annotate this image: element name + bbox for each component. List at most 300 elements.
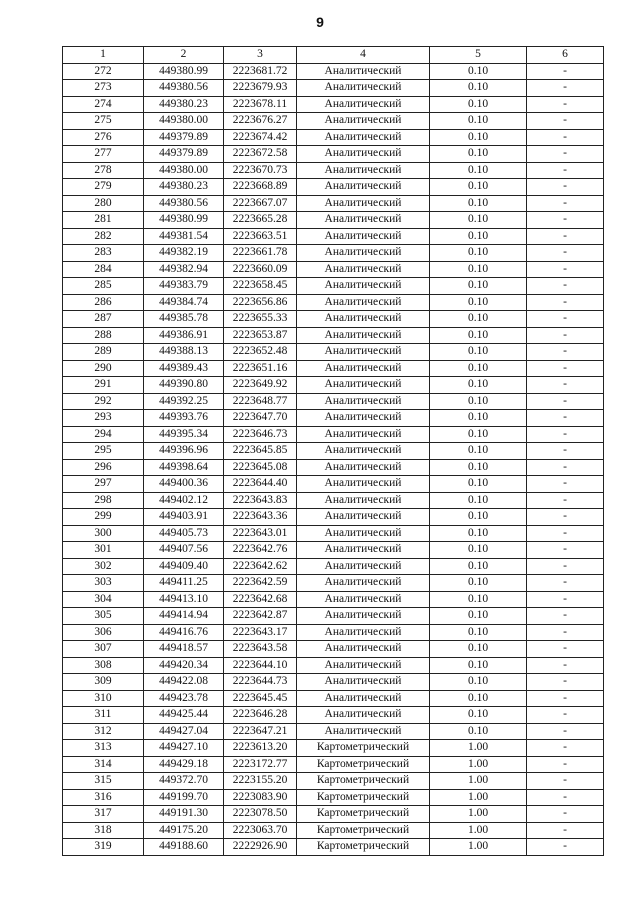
table-cell: 0.10 bbox=[430, 360, 527, 377]
table-cell: 291 bbox=[63, 377, 144, 394]
table-cell: Аналитический bbox=[297, 624, 430, 641]
table-cell: 449392.25 bbox=[144, 393, 224, 410]
table-cell: 449427.10 bbox=[144, 740, 224, 757]
table-cell: Аналитический bbox=[297, 674, 430, 691]
table-cell: 449398.64 bbox=[144, 459, 224, 476]
table-cell: - bbox=[527, 756, 604, 773]
table-cell: 449420.34 bbox=[144, 657, 224, 674]
table-row bbox=[63, 344, 604, 361]
table-cell: 2223649.92 bbox=[224, 377, 297, 394]
table-cell: 449188.60 bbox=[144, 839, 224, 856]
table-row bbox=[63, 426, 604, 443]
table-cell: 2223155.20 bbox=[224, 773, 297, 790]
table-cell: Картометрический bbox=[297, 740, 430, 757]
table-cell: 0.10 bbox=[430, 344, 527, 361]
table-cell: Картометрический bbox=[297, 773, 430, 790]
table-cell: - bbox=[527, 608, 604, 625]
table-cell: 0.10 bbox=[430, 525, 527, 542]
table-row bbox=[63, 63, 604, 80]
table-cell: - bbox=[527, 509, 604, 526]
table-cell: 449380.23 bbox=[144, 96, 224, 113]
table-cell: 0.10 bbox=[430, 426, 527, 443]
table-cell: - bbox=[527, 525, 604, 542]
table-cell: 2223642.68 bbox=[224, 591, 297, 608]
table-cell: 0.10 bbox=[430, 558, 527, 575]
table-cell: 304 bbox=[63, 591, 144, 608]
table-cell: - bbox=[527, 245, 604, 262]
table-row bbox=[63, 707, 604, 724]
table-row bbox=[63, 839, 604, 856]
table-cell: - bbox=[527, 806, 604, 823]
table-cell: Аналитический bbox=[297, 129, 430, 146]
table-cell: Аналитический bbox=[297, 393, 430, 410]
table-cell: Аналитический bbox=[297, 426, 430, 443]
table-cell: 0.10 bbox=[430, 608, 527, 625]
table-cell: - bbox=[527, 773, 604, 790]
table-row bbox=[63, 575, 604, 592]
table-cell: 0.10 bbox=[430, 261, 527, 278]
table-cell: - bbox=[527, 228, 604, 245]
table-cell: Аналитический bbox=[297, 575, 430, 592]
table-cell: - bbox=[527, 740, 604, 757]
table-cell: 0.10 bbox=[430, 63, 527, 80]
table-cell: 449407.56 bbox=[144, 542, 224, 559]
table-cell: 275 bbox=[63, 113, 144, 130]
table-cell: - bbox=[527, 327, 604, 344]
table-cell: 449379.89 bbox=[144, 146, 224, 163]
table-cell: 0.10 bbox=[430, 80, 527, 97]
table-cell: - bbox=[527, 410, 604, 427]
table-cell: Аналитический bbox=[297, 443, 430, 460]
table-cell: 0.10 bbox=[430, 146, 527, 163]
table-cell: Аналитический bbox=[297, 657, 430, 674]
table-cell: - bbox=[527, 443, 604, 460]
table-cell: 0.10 bbox=[430, 509, 527, 526]
table-cell: 2223644.10 bbox=[224, 657, 297, 674]
table-cell: 2223668.89 bbox=[224, 179, 297, 196]
table-cell: 0.10 bbox=[430, 212, 527, 229]
table-row bbox=[63, 558, 604, 575]
table-cell: 301 bbox=[63, 542, 144, 559]
table-cell: - bbox=[527, 80, 604, 97]
page-number: 9 bbox=[316, 14, 324, 30]
table-cell: 0.10 bbox=[430, 657, 527, 674]
table-cell: - bbox=[527, 393, 604, 410]
table-cell: 2223681.72 bbox=[224, 63, 297, 80]
table-row bbox=[63, 228, 604, 245]
table-cell: 449402.12 bbox=[144, 492, 224, 509]
table-cell: 2223672.58 bbox=[224, 146, 297, 163]
table-cell: 1.00 bbox=[430, 740, 527, 757]
table-cell: 273 bbox=[63, 80, 144, 97]
table-cell: Аналитический bbox=[297, 723, 430, 740]
table-cell: - bbox=[527, 542, 604, 559]
table-row bbox=[63, 641, 604, 658]
table-cell: 289 bbox=[63, 344, 144, 361]
table-row bbox=[63, 789, 604, 806]
table-cell: 2223645.85 bbox=[224, 443, 297, 460]
table-cell: 296 bbox=[63, 459, 144, 476]
table-cell: 294 bbox=[63, 426, 144, 443]
table-cell: Аналитический bbox=[297, 344, 430, 361]
table-cell: 2223643.17 bbox=[224, 624, 297, 641]
table-cell: 2223645.08 bbox=[224, 459, 297, 476]
table-cell: 283 bbox=[63, 245, 144, 262]
table-cell: 2223678.11 bbox=[224, 96, 297, 113]
table-cell: 0.10 bbox=[430, 311, 527, 328]
table-cell: 449390.80 bbox=[144, 377, 224, 394]
table-cell: 2223642.76 bbox=[224, 542, 297, 559]
table-cell: 449427.04 bbox=[144, 723, 224, 740]
table-cell: Аналитический bbox=[297, 327, 430, 344]
table-cell: 449384.74 bbox=[144, 294, 224, 311]
table-cell: - bbox=[527, 426, 604, 443]
table-cell: 0.10 bbox=[430, 624, 527, 641]
table-cell: 2223652.48 bbox=[224, 344, 297, 361]
table-cell: 2223078.50 bbox=[224, 806, 297, 823]
table-cell: - bbox=[527, 278, 604, 295]
table-cell: 307 bbox=[63, 641, 144, 658]
table-cell: 0.10 bbox=[430, 228, 527, 245]
table-cell: Аналитический bbox=[297, 80, 430, 97]
table-cell: 2223647.70 bbox=[224, 410, 297, 427]
table-cell: 449382.19 bbox=[144, 245, 224, 262]
table-row bbox=[63, 509, 604, 526]
column-header: 2 bbox=[144, 47, 224, 64]
table-cell: 449411.25 bbox=[144, 575, 224, 592]
table-row bbox=[63, 723, 604, 740]
table-cell: 2223658.45 bbox=[224, 278, 297, 295]
table-cell: - bbox=[527, 575, 604, 592]
table-row bbox=[63, 146, 604, 163]
table-cell: 449379.89 bbox=[144, 129, 224, 146]
table-cell: 0.10 bbox=[430, 476, 527, 493]
table-cell: 0.10 bbox=[430, 96, 527, 113]
table-cell: 312 bbox=[63, 723, 144, 740]
table-cell: 2223656.86 bbox=[224, 294, 297, 311]
table-cell: Картометрический bbox=[297, 756, 430, 773]
table-row bbox=[63, 674, 604, 691]
table-row bbox=[63, 360, 604, 377]
table-cell: Аналитический bbox=[297, 608, 430, 625]
table-cell: 2223642.87 bbox=[224, 608, 297, 625]
coordinates-table bbox=[62, 46, 604, 856]
table-cell: 0.10 bbox=[430, 459, 527, 476]
table-cell: 2223643.83 bbox=[224, 492, 297, 509]
table-cell: 449393.76 bbox=[144, 410, 224, 427]
table-row bbox=[63, 443, 604, 460]
table-cell: 2223643.01 bbox=[224, 525, 297, 542]
table-cell: 282 bbox=[63, 228, 144, 245]
table-cell: 309 bbox=[63, 674, 144, 691]
table-cell: Аналитический bbox=[297, 146, 430, 163]
table-cell: 2223661.78 bbox=[224, 245, 297, 262]
table-cell: Аналитический bbox=[297, 410, 430, 427]
table-cell: 449423.78 bbox=[144, 690, 224, 707]
table-row bbox=[63, 179, 604, 196]
table-cell: Аналитический bbox=[297, 96, 430, 113]
table-row bbox=[63, 822, 604, 839]
table-cell: 2223646.28 bbox=[224, 707, 297, 724]
table-cell: 274 bbox=[63, 96, 144, 113]
table-cell: 308 bbox=[63, 657, 144, 674]
table-cell: 0.10 bbox=[430, 129, 527, 146]
header-row bbox=[63, 47, 604, 64]
table-cell: 1.00 bbox=[430, 789, 527, 806]
table-cell: 0.10 bbox=[430, 162, 527, 179]
table-cell: Аналитический bbox=[297, 228, 430, 245]
column-header: 6 bbox=[527, 47, 604, 64]
table-cell: Аналитический bbox=[297, 509, 430, 526]
table-row bbox=[63, 542, 604, 559]
table-cell: Аналитический bbox=[297, 294, 430, 311]
table-cell: 0.10 bbox=[430, 393, 527, 410]
table-cell: 285 bbox=[63, 278, 144, 295]
table-cell: Аналитический bbox=[297, 245, 430, 262]
table-cell: 449380.00 bbox=[144, 113, 224, 130]
table-row bbox=[63, 806, 604, 823]
table-cell: 310 bbox=[63, 690, 144, 707]
column-header: 4 bbox=[297, 47, 430, 64]
table-cell: 2223679.93 bbox=[224, 80, 297, 97]
table-cell: 278 bbox=[63, 162, 144, 179]
table-cell: Аналитический bbox=[297, 212, 430, 229]
table-row bbox=[63, 162, 604, 179]
table-cell: 1.00 bbox=[430, 806, 527, 823]
table-cell: Аналитический bbox=[297, 261, 430, 278]
table-cell: 449414.94 bbox=[144, 608, 224, 625]
table-cell: 2223647.21 bbox=[224, 723, 297, 740]
table-row bbox=[63, 476, 604, 493]
column-header: 5 bbox=[430, 47, 527, 64]
table-cell: 449429.18 bbox=[144, 756, 224, 773]
table-cell: 2223665.28 bbox=[224, 212, 297, 229]
table-cell: - bbox=[527, 839, 604, 856]
table-cell: Картометрический bbox=[297, 839, 430, 856]
table-row bbox=[63, 294, 604, 311]
table-cell: 449418.57 bbox=[144, 641, 224, 658]
table-cell: 279 bbox=[63, 179, 144, 196]
table-cell: 2223676.27 bbox=[224, 113, 297, 130]
table-cell: - bbox=[527, 162, 604, 179]
table-cell: 315 bbox=[63, 773, 144, 790]
table-cell: 449383.79 bbox=[144, 278, 224, 295]
table-cell: 2223645.45 bbox=[224, 690, 297, 707]
table-cell: 449389.43 bbox=[144, 360, 224, 377]
table-cell: 290 bbox=[63, 360, 144, 377]
table-row bbox=[63, 113, 604, 130]
table-cell: 297 bbox=[63, 476, 144, 493]
table-cell: 281 bbox=[63, 212, 144, 229]
table-cell: 2223674.42 bbox=[224, 129, 297, 146]
table-row bbox=[63, 245, 604, 262]
table-cell: 288 bbox=[63, 327, 144, 344]
table-cell: - bbox=[527, 63, 604, 80]
table-cell: 277 bbox=[63, 146, 144, 163]
table-row bbox=[63, 740, 604, 757]
table-cell: Аналитический bbox=[297, 360, 430, 377]
table-cell: 287 bbox=[63, 311, 144, 328]
table-cell: 0.10 bbox=[430, 278, 527, 295]
table-row bbox=[63, 311, 604, 328]
table-cell: - bbox=[527, 707, 604, 724]
table-cell: 2223648.77 bbox=[224, 393, 297, 410]
table-cell: 2223172.77 bbox=[224, 756, 297, 773]
table-cell: 0.10 bbox=[430, 674, 527, 691]
table-cell: Аналитический bbox=[297, 641, 430, 658]
table-cell: - bbox=[527, 690, 604, 707]
table-cell: 2223644.73 bbox=[224, 674, 297, 691]
table-cell: 449380.56 bbox=[144, 80, 224, 97]
table-cell: 2223613.20 bbox=[224, 740, 297, 757]
table-row bbox=[63, 525, 604, 542]
table-cell: 449372.70 bbox=[144, 773, 224, 790]
table-cell: 299 bbox=[63, 509, 144, 526]
table-cell: - bbox=[527, 723, 604, 740]
table-cell: 449199.70 bbox=[144, 789, 224, 806]
table-cell: Аналитический bbox=[297, 179, 430, 196]
table-cell: - bbox=[527, 179, 604, 196]
table-cell: 449416.76 bbox=[144, 624, 224, 641]
table-cell: Аналитический bbox=[297, 492, 430, 509]
table-cell: - bbox=[527, 476, 604, 493]
table-cell: 449380.56 bbox=[144, 195, 224, 212]
table-cell: 0.10 bbox=[430, 377, 527, 394]
table-cell: 2223643.58 bbox=[224, 641, 297, 658]
table-cell: 316 bbox=[63, 789, 144, 806]
table-cell: 2223643.36 bbox=[224, 509, 297, 526]
table-cell: 449380.99 bbox=[144, 212, 224, 229]
table-cell: 300 bbox=[63, 525, 144, 542]
table-cell: Аналитический bbox=[297, 63, 430, 80]
table-cell: Аналитический bbox=[297, 707, 430, 724]
table-cell: 318 bbox=[63, 822, 144, 839]
table-cell: 276 bbox=[63, 129, 144, 146]
table-cell: 449381.54 bbox=[144, 228, 224, 245]
table-cell: 298 bbox=[63, 492, 144, 509]
table-cell: 1.00 bbox=[430, 839, 527, 856]
table-cell: - bbox=[527, 624, 604, 641]
table-cell: Аналитический bbox=[297, 377, 430, 394]
table-cell: 2222926.90 bbox=[224, 839, 297, 856]
table-cell: 0.10 bbox=[430, 245, 527, 262]
table-cell: - bbox=[527, 377, 604, 394]
table-cell: - bbox=[527, 360, 604, 377]
table-cell: 449422.08 bbox=[144, 674, 224, 691]
table-cell: 2223063.70 bbox=[224, 822, 297, 839]
table-cell: 2223644.40 bbox=[224, 476, 297, 493]
table-cell: 449386.91 bbox=[144, 327, 224, 344]
table-cell: 0.10 bbox=[430, 690, 527, 707]
table-row bbox=[63, 393, 604, 410]
table-cell: 303 bbox=[63, 575, 144, 592]
table-cell: 314 bbox=[63, 756, 144, 773]
table-cell: Аналитический bbox=[297, 542, 430, 559]
table-cell: - bbox=[527, 492, 604, 509]
table-cell: Аналитический bbox=[297, 558, 430, 575]
table-cell: 449396.96 bbox=[144, 443, 224, 460]
table-row bbox=[63, 80, 604, 97]
table-cell: 449388.13 bbox=[144, 344, 224, 361]
table-cell: - bbox=[527, 657, 604, 674]
table-cell: - bbox=[527, 311, 604, 328]
table-cell: 2223651.16 bbox=[224, 360, 297, 377]
table-cell: 449175.20 bbox=[144, 822, 224, 839]
table-cell: 2223663.51 bbox=[224, 228, 297, 245]
table-cell: 0.10 bbox=[430, 294, 527, 311]
table-cell: Аналитический bbox=[297, 525, 430, 542]
table-cell: - bbox=[527, 113, 604, 130]
table-cell: 302 bbox=[63, 558, 144, 575]
table-cell: 0.10 bbox=[430, 707, 527, 724]
table-cell: 0.10 bbox=[430, 591, 527, 608]
table-cell: 449413.10 bbox=[144, 591, 224, 608]
table-row bbox=[63, 591, 604, 608]
table-row bbox=[63, 212, 604, 229]
table-cell: 2223655.33 bbox=[224, 311, 297, 328]
table-cell: - bbox=[527, 459, 604, 476]
table-cell: 0.10 bbox=[430, 542, 527, 559]
table-cell: 2223083.90 bbox=[224, 789, 297, 806]
table-cell: - bbox=[527, 641, 604, 658]
table-cell: Аналитический bbox=[297, 278, 430, 295]
column-header: 3 bbox=[224, 47, 297, 64]
table-cell: 449405.73 bbox=[144, 525, 224, 542]
table-cell: 313 bbox=[63, 740, 144, 757]
table-row bbox=[63, 195, 604, 212]
table-cell: Картометрический bbox=[297, 806, 430, 823]
table-row bbox=[63, 261, 604, 278]
table-cell: 0.10 bbox=[430, 410, 527, 427]
table-cell: Аналитический bbox=[297, 162, 430, 179]
table-cell: 449385.78 bbox=[144, 311, 224, 328]
table-cell: - bbox=[527, 344, 604, 361]
table-row bbox=[63, 492, 604, 509]
table-cell: 305 bbox=[63, 608, 144, 625]
table-cell: Аналитический bbox=[297, 195, 430, 212]
table-cell: 449382.94 bbox=[144, 261, 224, 278]
table-cell: - bbox=[527, 261, 604, 278]
table-cell: 0.10 bbox=[430, 641, 527, 658]
table-row bbox=[63, 608, 604, 625]
table-row bbox=[63, 96, 604, 113]
table-cell: Аналитический bbox=[297, 459, 430, 476]
table-cell: 286 bbox=[63, 294, 144, 311]
column-header: 1 bbox=[63, 47, 144, 64]
table-cell: Аналитический bbox=[297, 591, 430, 608]
table-cell: 449425.44 bbox=[144, 707, 224, 724]
table-cell: - bbox=[527, 212, 604, 229]
table-cell: 284 bbox=[63, 261, 144, 278]
table-cell: 449191.30 bbox=[144, 806, 224, 823]
table-cell: 272 bbox=[63, 63, 144, 80]
table-row bbox=[63, 129, 604, 146]
table-cell: 2223642.62 bbox=[224, 558, 297, 575]
table-cell: 449380.00 bbox=[144, 162, 224, 179]
table-cell: Аналитический bbox=[297, 476, 430, 493]
table-cell: 311 bbox=[63, 707, 144, 724]
table-cell: 0.10 bbox=[430, 492, 527, 509]
table-cell: 1.00 bbox=[430, 756, 527, 773]
table-cell: 1.00 bbox=[430, 822, 527, 839]
table-row bbox=[63, 773, 604, 790]
table-cell: - bbox=[527, 129, 604, 146]
table-row bbox=[63, 459, 604, 476]
table-cell: 2223642.59 bbox=[224, 575, 297, 592]
table-cell: - bbox=[527, 96, 604, 113]
table-cell: 317 bbox=[63, 806, 144, 823]
table-cell: 2223670.73 bbox=[224, 162, 297, 179]
